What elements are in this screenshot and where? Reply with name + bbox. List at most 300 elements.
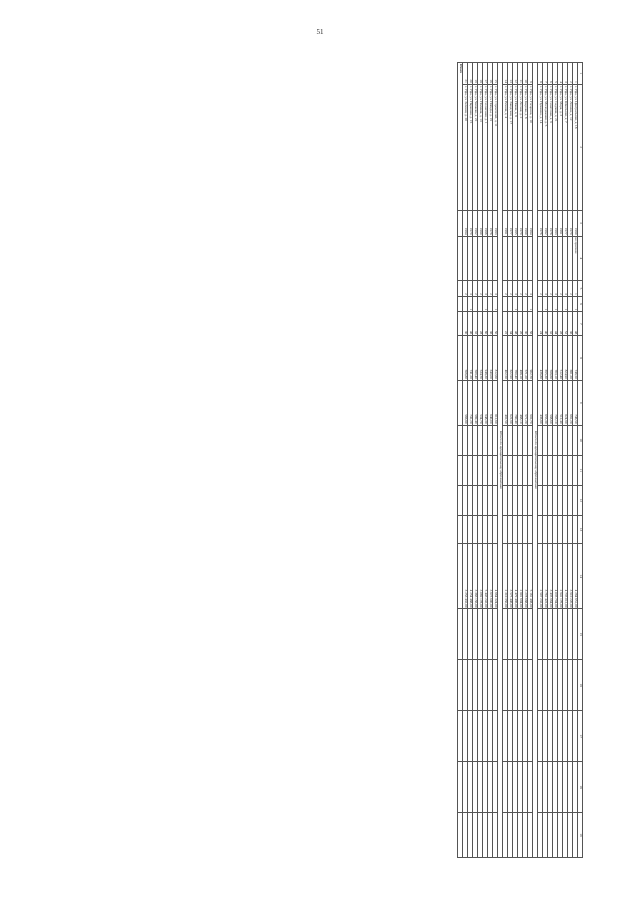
table-cell: 1984 xyxy=(463,210,468,236)
table-cell xyxy=(573,609,578,660)
table-cell: 20 xyxy=(468,63,473,85)
table-cell xyxy=(573,515,578,543)
table-cell: 1 xyxy=(573,63,578,85)
table-cell: 3 761 422,00 xyxy=(543,544,548,609)
table-cell: 4 035 794,00 xyxy=(553,544,558,609)
table-cell xyxy=(528,660,533,711)
table-cell xyxy=(568,762,573,813)
table-cell xyxy=(493,813,498,858)
table-cell xyxy=(508,236,513,281)
table-cell: 1 xyxy=(543,296,548,312)
table-cell: 1 xyxy=(553,296,558,312)
table-cell xyxy=(528,236,533,281)
table-cell xyxy=(553,711,558,762)
total-cell xyxy=(458,296,463,312)
table-cell: 512,40 xyxy=(558,380,563,425)
table-cell xyxy=(548,711,553,762)
header-cell: 5 xyxy=(578,281,583,297)
table-cell: 3 278 688,00 xyxy=(523,544,528,609)
table-cell: 2 801 694,00 xyxy=(518,544,523,609)
table-cell: 1 xyxy=(513,296,518,312)
table-cell xyxy=(513,236,518,281)
table-cell: 902,70 xyxy=(528,380,533,425)
table-cell: 812,60 xyxy=(493,380,498,425)
table-cell xyxy=(568,455,573,485)
table-cell: г. Уфа, ул. Заводская, д. 17 xyxy=(508,84,513,210)
table-cell xyxy=(508,425,513,455)
table-cell xyxy=(548,485,553,515)
table-cell xyxy=(523,515,528,543)
table-cell: 5 443 242,00 xyxy=(483,544,488,609)
table-cell: 28 xyxy=(478,312,483,336)
table-cell xyxy=(553,660,558,711)
table-row xyxy=(488,63,493,858)
table-cell xyxy=(508,762,513,813)
table-cell: 948,30 xyxy=(483,336,488,381)
table-cell: 3 383 156,00 xyxy=(473,544,478,609)
total-cell xyxy=(458,609,463,660)
page-number: 51 xyxy=(316,28,324,36)
total-row xyxy=(458,63,463,858)
table-cell xyxy=(528,762,533,813)
table-cell: 1978 xyxy=(548,210,553,236)
table-cell: 622,90 xyxy=(508,380,513,425)
table-cell xyxy=(543,762,548,813)
table-cell: 30 xyxy=(463,312,468,336)
total-label: Итого xyxy=(458,63,463,211)
table-cell xyxy=(488,425,493,455)
table-cell xyxy=(478,609,483,660)
table-cell: 50 xyxy=(493,312,498,336)
table-cell: 534,70 xyxy=(478,336,483,381)
table-cell: г. Уфа, ул. Новая, д. 8 xyxy=(513,84,518,210)
table-cell xyxy=(523,813,528,858)
table-cell: 1980 xyxy=(523,210,528,236)
table-cell: 1979 xyxy=(468,210,473,236)
table-cell xyxy=(508,609,513,660)
table-cell: 2 xyxy=(568,281,573,297)
table-cell: 622,90 xyxy=(508,336,513,381)
table-cell xyxy=(563,711,568,762)
table-cell: 512,40 xyxy=(558,336,563,381)
table-cell xyxy=(468,762,473,813)
table-cell xyxy=(518,455,523,485)
table-cell: 28 xyxy=(558,312,563,336)
table-cell xyxy=(513,711,518,762)
table-cell xyxy=(488,711,493,762)
header-cell: 15 xyxy=(578,609,583,660)
table-cell xyxy=(528,425,533,455)
table-cell: 566,80 xyxy=(463,380,468,425)
table-cell: 1986 xyxy=(483,210,488,236)
table-cell xyxy=(513,609,518,660)
table-cell xyxy=(513,660,518,711)
table-cell xyxy=(503,425,508,455)
table-cell: 3 575 446,00 xyxy=(508,544,513,609)
table-cell: 3 253 432,00 xyxy=(463,544,468,609)
table-cell xyxy=(558,485,563,515)
table-cell xyxy=(473,485,478,515)
table-cell xyxy=(488,762,493,813)
table-cell xyxy=(518,609,523,660)
table-cell xyxy=(483,515,488,543)
table-cell xyxy=(538,296,543,312)
table-cell: 1 xyxy=(573,281,578,297)
table-cell xyxy=(468,515,473,543)
table-cell xyxy=(513,813,518,858)
table-cell: 812,60 xyxy=(493,336,498,381)
total-cell xyxy=(458,660,463,711)
table-cell: 15 xyxy=(493,63,498,85)
table-cell xyxy=(493,762,498,813)
table-cell xyxy=(528,455,533,485)
table-cell: 824,90 xyxy=(563,380,568,425)
table-cell: 4 xyxy=(558,63,563,85)
table-cell xyxy=(568,515,573,543)
table-cell xyxy=(488,485,493,515)
table-cell xyxy=(483,425,488,455)
table-cell xyxy=(538,485,543,515)
header-cell: 14 xyxy=(578,544,583,609)
table-cell xyxy=(483,485,488,515)
table-cell xyxy=(468,660,473,711)
table-cell xyxy=(518,813,523,858)
table-cell: 2 xyxy=(508,281,513,297)
table-row xyxy=(513,63,518,858)
header-cell: 9 xyxy=(578,380,583,425)
table-cell xyxy=(563,609,568,660)
table-cell: 2 xyxy=(503,281,508,297)
table-row xyxy=(568,63,573,858)
table-cell: 1980 xyxy=(573,210,578,236)
table-cell: 589,40 xyxy=(473,336,478,381)
table-cell: г. Уфа, ул. Парковая, д. 15 xyxy=(468,84,473,210)
table-cell: 1977 xyxy=(563,210,568,236)
table-cell: 780,40 xyxy=(513,380,518,425)
table-cell xyxy=(553,813,558,858)
table-cell xyxy=(463,762,468,813)
table-cell xyxy=(563,762,568,813)
table-cell: 52 xyxy=(563,312,568,336)
table-cell xyxy=(543,236,548,281)
table-cell xyxy=(518,660,523,711)
table-cell xyxy=(548,455,553,485)
table-cell xyxy=(478,485,483,515)
table-cell xyxy=(548,236,553,281)
table-cell: 402,50 xyxy=(503,380,508,425)
table-cell xyxy=(523,296,528,312)
table-cell xyxy=(468,711,473,762)
table-cell xyxy=(488,515,493,543)
table-cell: 2 xyxy=(523,281,528,297)
table-cell: 2 xyxy=(473,281,478,297)
table-cell xyxy=(558,660,563,711)
table-cell xyxy=(548,296,553,312)
table-cell: 2 310 350,00 xyxy=(503,544,508,609)
table-cell xyxy=(508,813,513,858)
table-cell: 1 xyxy=(468,296,473,312)
section-row xyxy=(498,63,503,858)
total-cell xyxy=(458,485,463,515)
header-cell: 4 xyxy=(578,236,583,281)
table-cell: 2 xyxy=(478,281,483,297)
header-cell: 16 xyxy=(578,660,583,711)
table-cell: г. Уфа, ул. Победы, д. 19 xyxy=(488,84,493,210)
table-cell xyxy=(468,455,473,485)
table-cell xyxy=(463,296,468,312)
table-cell xyxy=(573,813,578,858)
table-cell: 48 xyxy=(573,312,578,336)
table-cell xyxy=(478,236,483,281)
table-row xyxy=(468,63,473,858)
table-cell xyxy=(463,660,468,711)
table-cell: 3 xyxy=(543,281,548,297)
table-cell: 3 910 220,00 xyxy=(568,544,573,609)
table-cell xyxy=(558,515,563,543)
table-cell xyxy=(488,813,493,858)
table-row xyxy=(523,63,528,858)
table-cell: 44 xyxy=(553,312,558,336)
table-cell xyxy=(478,455,483,485)
table-cell: 24 xyxy=(538,312,543,336)
table-cell: 1977 xyxy=(508,210,513,236)
table-cell: г. Уфа, ул. Кирова, д. 6 xyxy=(523,84,528,210)
table-cell xyxy=(558,762,563,813)
table-cell xyxy=(563,425,568,455)
table-cell: 746,50 xyxy=(573,380,578,425)
table-cell xyxy=(463,711,468,762)
total-cell xyxy=(458,281,463,297)
table-cell xyxy=(563,660,568,711)
table-cell: г. Уфа, ул. Садовая, д. 21 xyxy=(553,84,558,210)
table-cell xyxy=(478,813,483,858)
table-cell xyxy=(523,485,528,515)
header-cell: 6 xyxy=(578,296,583,312)
total-cell xyxy=(458,425,463,455)
table-cell xyxy=(568,425,573,455)
table-cell xyxy=(503,609,508,660)
table-cell: г. Уфа, ул. Ленина, д. 12 xyxy=(568,84,573,210)
table-cell xyxy=(483,455,488,485)
table-cell: 1978 xyxy=(488,210,493,236)
table-cell xyxy=(468,485,473,515)
table-cell xyxy=(483,813,488,858)
table-cell xyxy=(553,455,558,485)
table-cell xyxy=(468,609,473,660)
table-cell xyxy=(483,762,488,813)
table-row xyxy=(553,63,558,858)
table-cell: 8 xyxy=(538,63,543,85)
table-cell xyxy=(528,711,533,762)
table-cell: 1980 xyxy=(478,210,483,236)
table-cell: 655,30 xyxy=(543,336,548,381)
table-cell xyxy=(538,711,543,762)
table-cell: 948,30 xyxy=(483,380,488,425)
table-cell: г. Уфа, ул. Центральная, д. 18 xyxy=(573,84,578,210)
table-cell xyxy=(553,762,558,813)
table-cell: 5 xyxy=(553,63,558,85)
table-cell xyxy=(573,711,578,762)
table-cell: 3 xyxy=(483,281,488,297)
table-cell xyxy=(503,762,508,813)
table-cell xyxy=(473,515,478,543)
table-cell xyxy=(563,236,568,281)
table-cell xyxy=(543,813,548,858)
table-cell xyxy=(483,660,488,711)
table-cell xyxy=(463,485,468,515)
table-cell xyxy=(503,515,508,543)
table-cell xyxy=(553,425,558,455)
table-cell xyxy=(553,485,558,515)
header-cell: 19 xyxy=(578,813,583,858)
table-cell: 2 xyxy=(558,281,563,297)
table-cell: 32 xyxy=(473,312,478,336)
table-row xyxy=(558,63,563,858)
table-cell: 26 xyxy=(518,312,523,336)
table-row xyxy=(543,63,548,858)
table-cell: 741,20 xyxy=(468,336,473,381)
table-cell xyxy=(518,762,523,813)
total-cell xyxy=(458,336,463,381)
table-cell xyxy=(518,425,523,455)
section-row xyxy=(533,63,538,858)
table-row xyxy=(518,63,523,858)
table-cell: 436,80 xyxy=(538,336,543,381)
total-cell xyxy=(458,455,463,485)
table-cell: г. Уфа, ул. Чапаева, д. 22 xyxy=(473,84,478,210)
table-cell: 681,20 xyxy=(568,380,573,425)
table-cell: 703,10 xyxy=(553,380,558,425)
table-cell: 571,20 xyxy=(523,336,528,381)
table-cell xyxy=(563,813,568,858)
table-cell xyxy=(538,236,543,281)
table-cell: 1 xyxy=(563,296,568,312)
header-cell: 18 xyxy=(578,762,583,813)
table-cell xyxy=(478,296,483,312)
table-cell: 17 xyxy=(483,63,488,85)
table-cell: г. Уфа, ул. Советская, д. 9 xyxy=(548,84,553,210)
table-cell: 34 xyxy=(508,312,513,336)
table-cell: 902,70 xyxy=(528,336,533,381)
table-cell: 2 507 232,00 xyxy=(538,544,543,609)
table-cell: г. Уфа, ул. Речная, д. 4 xyxy=(503,84,508,210)
table-cell xyxy=(548,609,553,660)
table-cell xyxy=(503,485,508,515)
table-cell xyxy=(558,455,563,485)
table-cell: 3 xyxy=(553,281,558,297)
table-cell xyxy=(503,455,508,485)
header-cell: 2 xyxy=(578,84,583,210)
rotated-table xyxy=(50,62,583,858)
table-cell xyxy=(478,515,483,543)
table-cell: 14 xyxy=(503,63,508,85)
table-cell: г. Уфа, ул. Лесная, д. 2 xyxy=(518,84,523,210)
table-cell: 566,80 xyxy=(463,336,468,381)
table-cell: 3 xyxy=(528,281,533,297)
table-cell: 2 xyxy=(463,281,468,297)
table-cell xyxy=(503,711,508,762)
table-cell xyxy=(573,660,578,711)
table-header-row xyxy=(578,63,583,858)
table-cell xyxy=(503,236,508,281)
table-cell: г. Уфа, ул. Школьная, д. 7 xyxy=(563,84,568,210)
table-cell: 703,10 xyxy=(553,336,558,381)
table-cell xyxy=(538,425,543,455)
header-cell: 12 xyxy=(578,485,583,515)
table-cell: 4 284 651,00 xyxy=(573,544,578,609)
table-cell: 598,60 xyxy=(548,336,553,381)
table-cell xyxy=(473,296,478,312)
table-cell: 2 xyxy=(538,281,543,297)
total-cell xyxy=(458,544,463,609)
table-cell: 7 xyxy=(543,63,548,85)
table-cell xyxy=(538,660,543,711)
table-cell: 32 xyxy=(548,312,553,336)
table-cell: 4 735 012,00 xyxy=(563,544,568,609)
table-cell: 1985 xyxy=(513,210,518,236)
table-cell xyxy=(518,296,523,312)
total-cell xyxy=(458,380,463,425)
table-cell: г. Уфа, ул. Молодежная, д. 5 xyxy=(543,84,548,210)
table-cell: 571,20 xyxy=(523,380,528,425)
table-cell xyxy=(538,455,543,485)
table-cell: 4 664 324,00 xyxy=(493,544,498,609)
table-cell xyxy=(513,485,518,515)
table-cell xyxy=(538,515,543,543)
table-cell: 12 xyxy=(513,63,518,85)
table-cell xyxy=(558,296,563,312)
table-row xyxy=(473,63,478,858)
table-cell xyxy=(568,485,573,515)
table-cell xyxy=(463,425,468,455)
table-cell: 655,30 xyxy=(543,380,548,425)
table-cell: 21 xyxy=(463,63,468,85)
table-cell: 22 xyxy=(503,312,508,336)
table-cell: 4 479 496,00 xyxy=(513,544,518,609)
table-cell xyxy=(538,762,543,813)
table-cell xyxy=(513,515,518,543)
table-cell xyxy=(563,455,568,485)
table-cell xyxy=(573,485,578,515)
total-cell xyxy=(458,515,463,543)
table-cell xyxy=(463,515,468,543)
table-cell xyxy=(473,660,478,711)
table-cell xyxy=(463,455,468,485)
table-cell xyxy=(548,813,553,858)
table-cell: 3 xyxy=(563,63,568,85)
table-cell: 1 xyxy=(573,296,578,312)
table-cell: 18 xyxy=(478,63,483,85)
table-cell xyxy=(463,609,468,660)
table-cell: 488,10 xyxy=(518,336,523,381)
table-cell xyxy=(523,609,528,660)
section-title: Итого по муниципальному образованию xyxy=(498,63,503,858)
table-cell xyxy=(473,711,478,762)
table-cell xyxy=(568,711,573,762)
table-cell xyxy=(468,425,473,455)
total-cell xyxy=(458,711,463,762)
table-row xyxy=(463,63,468,858)
table-cell xyxy=(563,515,568,543)
table-cell: г. Уфа, ул. Строителей, д. 11 xyxy=(493,84,498,210)
table-cell: 56 xyxy=(528,312,533,336)
table-cell xyxy=(483,609,488,660)
table-cell: 3 069 178,00 xyxy=(478,544,483,609)
register-table xyxy=(457,62,583,858)
table-cell xyxy=(523,711,528,762)
table-cell: 36 xyxy=(488,312,493,336)
table-cell xyxy=(483,711,488,762)
